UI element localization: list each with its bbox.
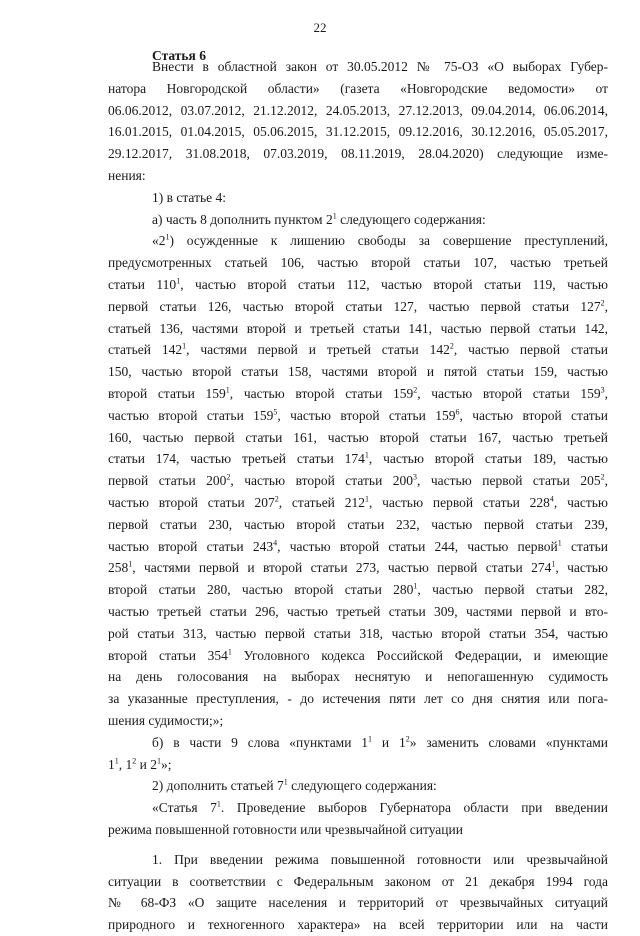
- text-line: статьи $110^1$, частью второй статьи 112, частью второй статьи 119, частью: [108, 276, 608, 292]
- text-line: рой статьи 313, частью первой статьи 318, частью второй статьи 354, частью: [108, 625, 608, 641]
- text-line: 1. При введении режима повышенной готовности или чрезвычайной: [152, 851, 608, 867]
- text-line: нения:: [108, 168, 146, 183]
- text-line: 150, частью второй статьи 158, частями второй и пятой статьи 159, частью: [108, 364, 608, 380]
- text-line: статьи 174, частью третьей статьи $174^1$, частью второй статьи 189, частью: [108, 450, 608, 467]
- text-line: ситуации в соответствии с Федеральным законом от 21 декабря 1994 года: [108, 873, 608, 889]
- text-line: частью третьей статьи 296, частью третьей статьи 309, частями первой и вто-: [108, 604, 608, 619]
- text-line: природного и техногенного характера» на всей территории или на части: [108, 917, 608, 933]
- text-line: второй статьи $354^1$ Уголовного кодекса Российской Федерации, и имеющие: [108, 647, 608, 663]
- text-line: первой статьи $200^2$, частью второй статьи $200^3$, частью первой статьи $205^2$,: [108, 472, 608, 489]
- text-line: первой статьи 230, частью второй статьи 232, частью первой статьи 239,: [108, 516, 608, 532]
- text-line: второй статьи $159^1$, частью второй статьи $159^2$, частью второй статьи $159^3$,: [108, 385, 608, 401]
- text-line: 06.06.2012, 03.07.2012, 21.12.2012, 24.05.2013, 27.12.2013, 09.04.2014, 06.06.2014,: [108, 102, 608, 118]
- text-line: частью второй статьи $207^2$, статьей $212^1$, частью первой статьи $228^4$, частью: [108, 494, 608, 510]
- text-line: статьей $142^1$, частями первой и третьей статьи $142^2$, частью первой статьи: [108, 341, 608, 358]
- text-line: второй статьи 280, частью второй статьи $280^1$, частью первой статьи 282,: [108, 581, 608, 598]
- text-line: первой статьи 126, частью второй статьи 127, частью первой статьи $127^2$,: [108, 298, 608, 314]
- text-line: натора Новгородской области» (газета «Новгородские ведомости» от: [108, 80, 608, 96]
- text-line: «Статья $7^1$. Проведение выборов Губернатора области при введении: [152, 799, 608, 816]
- article-heading: Статья 6: [152, 48, 206, 63]
- text-line: частью второй статьи $243^4$, частью второй статьи 244, частью первой$^1$ статьи: [108, 538, 608, 554]
- text-line: режима повышенной готовности или чрезвычайной ситуации: [108, 822, 463, 837]
- text-line: $258^1$, частями первой и второй статьи 273, частью первой статьи $274^1$, частью: [108, 559, 608, 576]
- text-line: а) часть 8 дополнить пунктом $2^1$ следующего содержания:: [152, 211, 486, 227]
- text-line: «$2^1$) осужденные к лишению свободы за совершение преступлений,: [152, 232, 608, 249]
- text-line: Внести в областной закон от 30.05.2012 № 75-ОЗ «О выборах Губер-: [152, 59, 608, 74]
- page-number: 22: [313, 20, 327, 35]
- text-line: предусмотренных статьей 106, частью второй статьи 107, частью третьей: [108, 255, 608, 271]
- text-line: 29.12.2017, 31.08.2018, 07.03.2019, 08.11.2019, 28.04.2020) следующие изме-: [108, 146, 608, 162]
- text-line: 1) в статье 4:: [152, 189, 226, 205]
- text-line: частью второй статьи $159^5$, частью второй статьи $159^6$, частью второй статьи: [108, 407, 608, 423]
- text-line: $1^1$, $1^2$ и $2^1$»;: [108, 756, 172, 772]
- text-line: на день голосования на выборах неснятую и непогашенную судимость: [108, 669, 608, 685]
- text-line: б) в части 9 слова «пунктами $1^1$ и $1^2$» заменить словами «пунктами: [152, 734, 608, 750]
- text-line: 16.01.2015, 01.04.2015, 05.06.2015, 31.12.2015, 09.12.2016, 30.12.2016, 05.05.2017,: [108, 124, 608, 140]
- text-line: шения судимости;»;: [108, 713, 224, 728]
- text-line: статьей 136, частями второй и третьей статьи 141, частью первой статьи 142,: [108, 320, 608, 336]
- text-line: за указанные преступления, - до истечения пяти лет со дня снятия или пога-: [108, 691, 608, 707]
- text-line: 160, частью первой статьи 161, частью второй статьи 167, частью третьей: [108, 429, 608, 445]
- text-line: 2) дополнить статьей $7^1$ следующего содержания:: [152, 777, 437, 794]
- text-line: № 68-ФЗ «О защите населения и территорий от чрезвычайных ситуаций: [108, 895, 608, 911]
